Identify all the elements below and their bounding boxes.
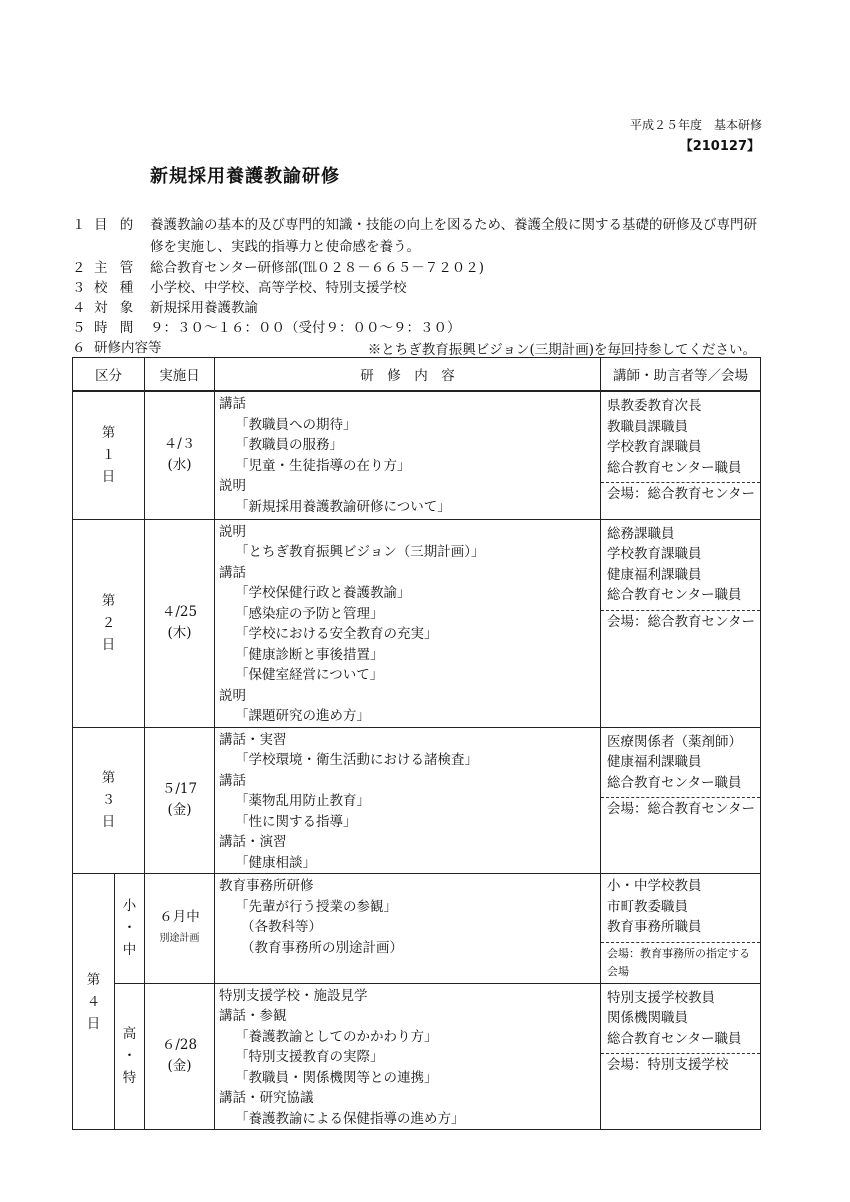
content-heading: 説明 xyxy=(219,687,246,704)
instructor-list xyxy=(601,520,760,610)
schedule-table xyxy=(72,357,761,1130)
table-row-day4-elem xyxy=(73,874,761,984)
session-date xyxy=(145,391,215,519)
instructor-item: 市町教委職員 xyxy=(607,898,688,915)
info-value: 新規採用養護教諭 xyxy=(150,300,258,316)
weekday-value: (金) xyxy=(167,802,192,819)
header-content: 研 修 内 容 xyxy=(215,358,601,392)
content-heading: 教育事務所研修 xyxy=(219,878,314,894)
info-key: 研修内容等 xyxy=(94,340,162,356)
venue-label: 会場：教育事務所の指定する会場 xyxy=(601,942,760,983)
info-key: 主 管 xyxy=(94,260,138,276)
info-purpose xyxy=(72,215,757,235)
content-item: 「感染症の予防と管理」 xyxy=(235,605,384,622)
content-heading: 特別支援学校・施設見学 xyxy=(219,987,368,1004)
content-heading: 説明 xyxy=(219,523,246,540)
info-value: 小学校、中学校、高等学校、特別支援学校 xyxy=(150,280,407,296)
day-label xyxy=(73,874,115,1130)
session-content xyxy=(215,391,601,519)
instructor-cell xyxy=(601,874,761,984)
date-value: ６月中 xyxy=(159,909,200,926)
instructor-item: 健康福利課職員 xyxy=(607,566,702,583)
info-school-type xyxy=(72,278,407,298)
school-group-char: 中 xyxy=(122,942,137,959)
venue-label: 会場：特別支援学校 xyxy=(601,1053,760,1076)
content-item: 「性に関する指導」 xyxy=(235,813,357,830)
weekday-value: (水) xyxy=(167,457,192,474)
day-label-char: 第 xyxy=(101,770,116,787)
day-label-char: 日 xyxy=(101,814,116,831)
instructor-item: 学校教育課職員 xyxy=(607,546,702,562)
school-group-label xyxy=(115,874,145,984)
session-content xyxy=(215,727,601,874)
instructor-item: 教育事務所職員 xyxy=(607,919,702,935)
day-label xyxy=(73,727,145,874)
content-heading: 講話 xyxy=(219,564,246,581)
instructor-list xyxy=(601,728,760,798)
session-date xyxy=(145,874,215,984)
school-group-char: 高 xyxy=(122,1026,137,1043)
content-heading: 講話・参観 xyxy=(219,1008,287,1024)
day-label xyxy=(73,519,145,727)
instructor-item: 総合教育センター職員 xyxy=(607,774,742,791)
content-item: 「健康診断と事後措置」 xyxy=(235,646,384,663)
info-target xyxy=(72,298,258,318)
instructor-item: 小・中学校教員 xyxy=(607,878,702,894)
date-value: ４/３ xyxy=(163,436,196,453)
content-item: 「学校における安全教育の充実」 xyxy=(235,626,438,642)
info-contents xyxy=(72,338,162,358)
instructor-item: 関係機関職員 xyxy=(607,1010,688,1026)
content-item: 「特別支援教育の実際」 xyxy=(235,1049,384,1065)
date-value: ５/17 xyxy=(161,781,198,798)
day-label-char: １ xyxy=(101,447,116,464)
info-key: 時 間 xyxy=(94,320,138,336)
content-item: 「薬物乱用防止教育」 xyxy=(235,793,370,809)
date-value: ４/25 xyxy=(161,604,198,620)
content-item: 「教職員への期待」 xyxy=(235,416,357,433)
info-number: ６ xyxy=(72,340,86,356)
content-item: 「教職員・関係機関等との連携」 xyxy=(235,1069,438,1086)
day-label-char: 日 xyxy=(101,637,116,653)
school-group-char: ・ xyxy=(122,1048,137,1065)
weekday-value: (金) xyxy=(167,1058,192,1075)
content-heading: 講話・演習 xyxy=(219,834,287,850)
content-item: （各教科等） xyxy=(241,919,322,935)
instructor-item: 教職員課職員 xyxy=(607,418,688,435)
header-instructors: 講師・助言者等／会場 xyxy=(601,358,761,392)
content-item: 「健康相談」 xyxy=(235,854,316,871)
instructor-item: 総合教育センター職員 xyxy=(607,459,742,476)
day-label-char: ３ xyxy=(101,792,116,809)
content-item: 「新規採用養護教諭研修について」 xyxy=(235,498,451,515)
info-number: ２ xyxy=(72,260,86,276)
content-heading: 講話・研究協議 xyxy=(219,1090,314,1106)
session-content xyxy=(215,983,601,1130)
page-title: 新規採用養護教諭研修 xyxy=(150,166,340,187)
content-heading: 講話 xyxy=(219,396,246,412)
content-item: 「課題研究の進め方」 xyxy=(235,708,370,724)
instructor-cell xyxy=(601,727,761,874)
venue-label: 会場：総合教育センター xyxy=(601,482,760,505)
info-organizer xyxy=(72,258,484,278)
content-item: 「保健室経営について」 xyxy=(235,667,384,683)
materials-note: ※とちぎ教育振興ビジョン(三期計画)を毎回持参してください。 xyxy=(367,342,756,358)
venue-label: 会場：総合教育センター xyxy=(601,610,760,633)
header-date: 実施日 xyxy=(145,358,215,392)
table-row-day2 xyxy=(73,519,761,727)
day-label-char: ２ xyxy=(101,615,116,631)
venue-label: 会場：総合教育センター xyxy=(601,797,760,820)
instructor-list xyxy=(601,984,760,1054)
instructor-item: 総合教育センター職員 xyxy=(607,587,742,603)
content-item: 「とちぎ教育振興ビジョン（三期計画）」 xyxy=(235,544,485,560)
table-row-day4-high xyxy=(73,983,761,1130)
schedule-note: 別途計画 xyxy=(159,933,200,945)
info-number: ４ xyxy=(72,300,86,316)
instructor-cell xyxy=(601,391,761,519)
instructor-cell xyxy=(601,519,761,727)
instructor-cell xyxy=(601,983,761,1130)
content-item: 「養護教諭としてのかかわり方」 xyxy=(235,1028,438,1045)
instructor-item: 健康福利課職員 xyxy=(607,754,702,770)
info-number: ３ xyxy=(72,280,86,296)
table-header-row xyxy=(73,358,761,392)
info-value: 養護教諭の基本的及び専門的知識・技能の向上を図るため、養護全般に関する基礎的研修及び専門研 xyxy=(150,217,757,233)
day-label-char: 日 xyxy=(86,1015,101,1032)
school-group-label xyxy=(115,983,145,1130)
content-item: 「教職員の服務」 xyxy=(235,437,343,453)
day-label-char: 第 xyxy=(86,971,101,988)
program-year-label: 平成２５年度 基本研修 xyxy=(629,118,762,132)
session-date xyxy=(145,519,215,727)
instructor-item: 県教委教育次長 xyxy=(607,398,702,414)
content-item: 「児童・生徒指導の在り方」 xyxy=(235,457,411,474)
table-row-day3 xyxy=(73,727,761,874)
date-value: ６/28 xyxy=(161,1037,198,1054)
info-number: １ xyxy=(72,217,86,233)
instructor-item: 特別支援学校教員 xyxy=(607,989,715,1006)
info-key: 対 象 xyxy=(94,300,138,316)
school-group-char: ・ xyxy=(122,920,137,937)
table-row-day1 xyxy=(73,391,761,519)
day-label-char: ４ xyxy=(86,993,101,1010)
day-label-char: 日 xyxy=(101,469,116,486)
day-label-char: 第 xyxy=(101,593,116,609)
session-date xyxy=(145,983,215,1130)
instructor-item: 学校教育課職員 xyxy=(607,439,702,455)
session-content xyxy=(215,519,601,727)
content-item: 「先輩が行う授業の参観」 xyxy=(235,898,397,915)
header-division: 区分 xyxy=(73,358,145,392)
instructor-item: 総合教育センター職員 xyxy=(607,1030,742,1047)
info-value: 総合教育センター研修部(℡０２８－６６５－７２０２) xyxy=(150,260,484,276)
content-item: （教育事務所の別途計画） xyxy=(241,939,403,956)
program-code: 【210127】 xyxy=(679,139,760,154)
content-heading: 講話 xyxy=(219,772,246,789)
school-group-char: 特 xyxy=(122,1070,137,1087)
content-item: 「養護教諭による保健指導の進め方」 xyxy=(235,1110,465,1127)
content-heading: 説明 xyxy=(219,478,246,494)
day-label-char: 第 xyxy=(101,425,116,442)
session-content xyxy=(215,874,601,984)
session-date xyxy=(145,727,215,874)
day-label xyxy=(73,391,145,519)
content-item: 「学校環境・衛生活動における諸検査」 xyxy=(235,752,478,768)
weekday-value: (木) xyxy=(167,625,192,641)
instructor-item: 総務課職員 xyxy=(607,525,675,542)
instructor-list xyxy=(601,874,760,942)
instructor-list xyxy=(601,392,760,482)
info-key: 校 種 xyxy=(94,280,138,296)
info-key: 目 的 xyxy=(94,217,138,233)
content-heading: 講話・実習 xyxy=(219,731,287,748)
instructor-item: 医療関係者（薬剤師） xyxy=(607,733,742,750)
info-purpose-continued: 修を実施し、実践的指導力と使命感を養う。 xyxy=(150,239,420,255)
info-time xyxy=(72,318,461,338)
content-item: 「学校保健行政と養護教諭」 xyxy=(235,585,411,601)
info-number: ５ xyxy=(72,320,86,336)
school-group-char: 小 xyxy=(122,898,137,915)
info-value: ９：３０～１６：００（受付９：００～９：３０） xyxy=(150,320,461,336)
